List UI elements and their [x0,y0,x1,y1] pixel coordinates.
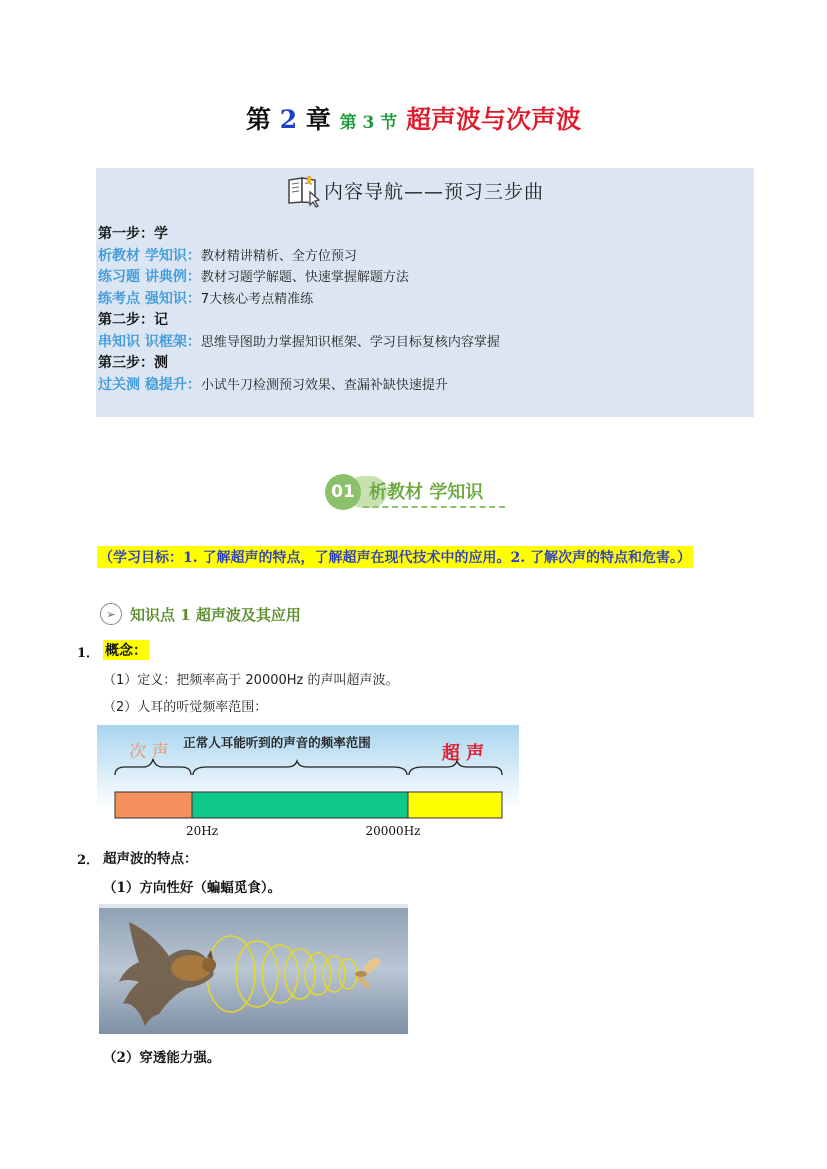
infrasound-label: 次 声 [129,742,169,762]
frequency-range-figure [97,725,519,843]
nav-key: 练考点 强知识： [98,290,201,307]
nav-heading-text: 内容导航——预习三步曲 [324,180,545,203]
ultrasound-label: 超 声 [441,743,485,764]
item-2-number: 2． [77,853,100,868]
item-1-definition: （1）定义：把频率高于 20000Hz 的声叫超声波。 [103,673,399,688]
badge-number: 01 [325,474,361,510]
nav-heading [286,172,544,208]
infrasound-band [115,792,192,818]
chapter-prefix: 第 [246,105,272,134]
section-title: 超声波与次声波 [405,105,581,134]
item-2-label: 超声波的特点： [103,851,198,867]
nav-step-2: 第二步：记 [98,312,168,328]
item-2-directional: （1）方向性好（蝙蝠觅食）。 [103,880,282,896]
item-1-hearing-range: （2）人耳的听觉频率范围： [103,700,268,715]
section-badge [325,472,510,512]
page-title [0,100,827,136]
nav-step-1: 第一步：学 [98,226,168,242]
bat-echolocation-image [99,904,408,1034]
nav-desc: 小试牛刀检测预习效果、查漏补缺快速提升 [200,377,448,393]
arrow-circle-icon: ➢ [100,603,122,625]
nav-desc: 7大核心考点精准练 [200,291,314,307]
tick-20000hz: 20000Hz [365,824,421,838]
item-1-number: 1． [77,646,100,661]
nav-step-3: 第三步：测 [98,355,168,371]
book-pointer-icon [286,172,322,208]
nav-desc: 思维导图助力掌握知识框架、学习目标复核内容掌握 [200,334,500,350]
content-navigation-box [96,168,754,417]
nav-key: 串知识 识框架： [98,333,201,350]
nav-key: 练习题 讲典例： [98,269,201,285]
section-label: 第 3 节 [339,113,398,133]
item-1-label: 概念： [103,640,149,660]
knowledge-point-heading [100,603,301,625]
nav-desc: 教材精讲精析、全方位预习 [200,248,357,264]
figure-caption: 正常人耳能听到的声音的频率范围 [183,735,371,750]
nav-key: 析教材 学知识： [98,247,201,264]
learning-goal: （学习目标：1. 了解超声的特点，了解超声在现代技术中的应用。2. 了解次声的特点和危害。） [97,546,693,568]
badge-label: 析教材 学知识 [369,482,484,503]
ultrasound-band [408,792,502,818]
nav-desc: 教材习题学解题、快速掌握解题方法 [200,270,409,285]
audible-band [192,792,408,818]
knowledge-point-title: 知识点 1 超声波及其应用 [130,605,301,624]
chapter-suffix: 章 [305,105,331,134]
tick-20hz: 20Hz [185,824,219,838]
badge-underline [363,506,505,508]
nav-key: 过关测 稳提升： [98,376,201,393]
chapter-number: 2 [279,105,298,134]
item-2-penetration: （2）穿透能力强。 [103,1050,221,1066]
